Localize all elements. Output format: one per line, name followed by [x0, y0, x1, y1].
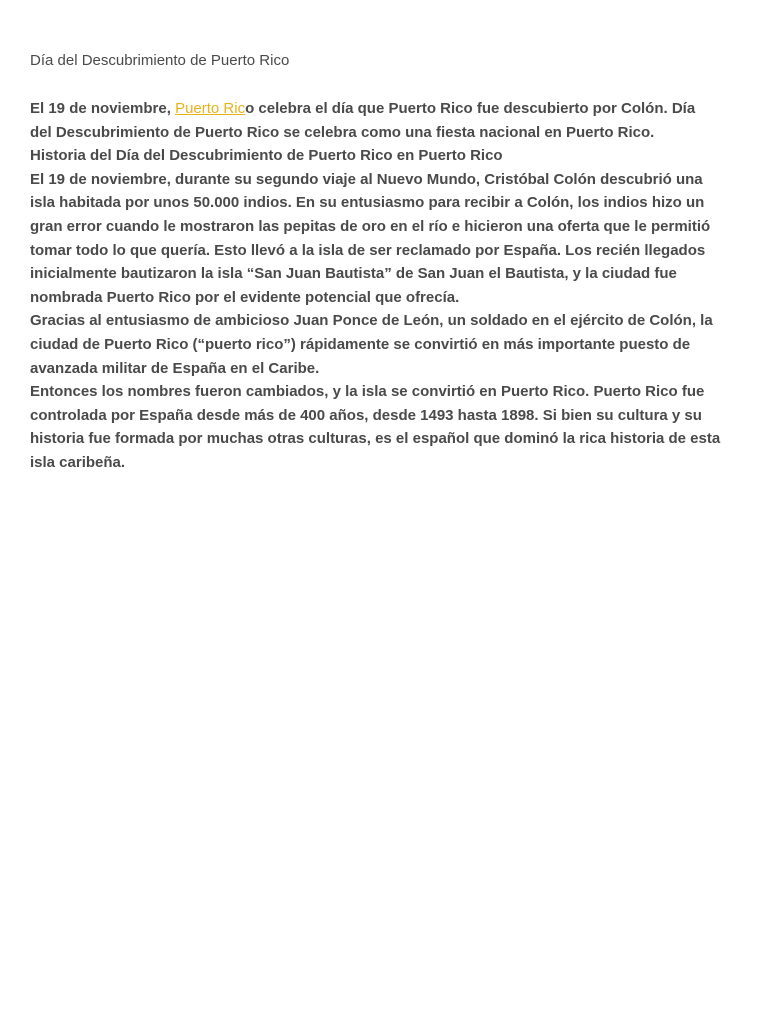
document-body — [30, 97, 742, 475]
body-line: isla caribeña. — [30, 453, 126, 471]
body-line: inicialmente bautizaron la isla “San Juan Bautista” de San Juan el Bautista, y la ciudad fue — [30, 265, 677, 283]
body-line: avanzada militar de España en el Caribe. — [30, 359, 320, 377]
body-line: Gracias al entusiasmo de ambicioso Juan Ponce de León, un soldado en el ejército de Colón, la — [30, 312, 713, 330]
body-line: historia fue formada por muchas otras culturas, es el español que dominó la rica historia de esta — [30, 430, 721, 448]
body-line: controlada por España desde más de 400 años, desde 1493 hasta 1898. Si bien su cultura y su — [30, 406, 702, 424]
document-title: Día del Descubrimiento de Puerto Rico — [30, 52, 290, 69]
body-line: gran error cuando le mostraron las pepitas de oro en el río e hicieron una oferta que le permitió — [30, 217, 711, 235]
body-line: isla habitada por unos 50.000 indios. En su entusiasmo para recibir a Colón, los indios hizo un — [30, 194, 705, 212]
body-line: Entonces los nombres fueron cambiados, y la isla se convirtió en Puerto Rico. Puerto Rico fue — [30, 383, 705, 401]
intro-suffix: o celebra el día que Puerto Rico fue descubierto por Colón. Día — [245, 100, 696, 117]
puerto-rico-link[interactable]: Puerto Ric — [175, 100, 246, 117]
body-line: del Descubrimiento de Puerto Rico se celebra como una fiesta nacional en Puerto Rico. — [30, 123, 655, 141]
body-line: ciudad de Puerto Rico (“puerto rico”) rápidamente se convirtió en más importante puesto de — [30, 335, 691, 353]
body-line: nombrada Puerto Rico por el evidente potencial que ofrecía. — [30, 288, 460, 306]
body-line: tomar todo lo que quería. Esto llevó a la isla de ser reclamado por España. Los recién llegados — [30, 241, 706, 259]
body-line: El 19 de noviembre, durante su segundo viaje al Nuevo Mundo, Cristóbal Colón descubrió una — [30, 170, 703, 188]
body-line-intro — [30, 97, 742, 121]
intro-prefix: El 19 de noviembre, — [30, 100, 176, 117]
body-line: Historia del Día del Descubrimiento de Puerto Rico en Puerto Rico — [30, 147, 503, 165]
